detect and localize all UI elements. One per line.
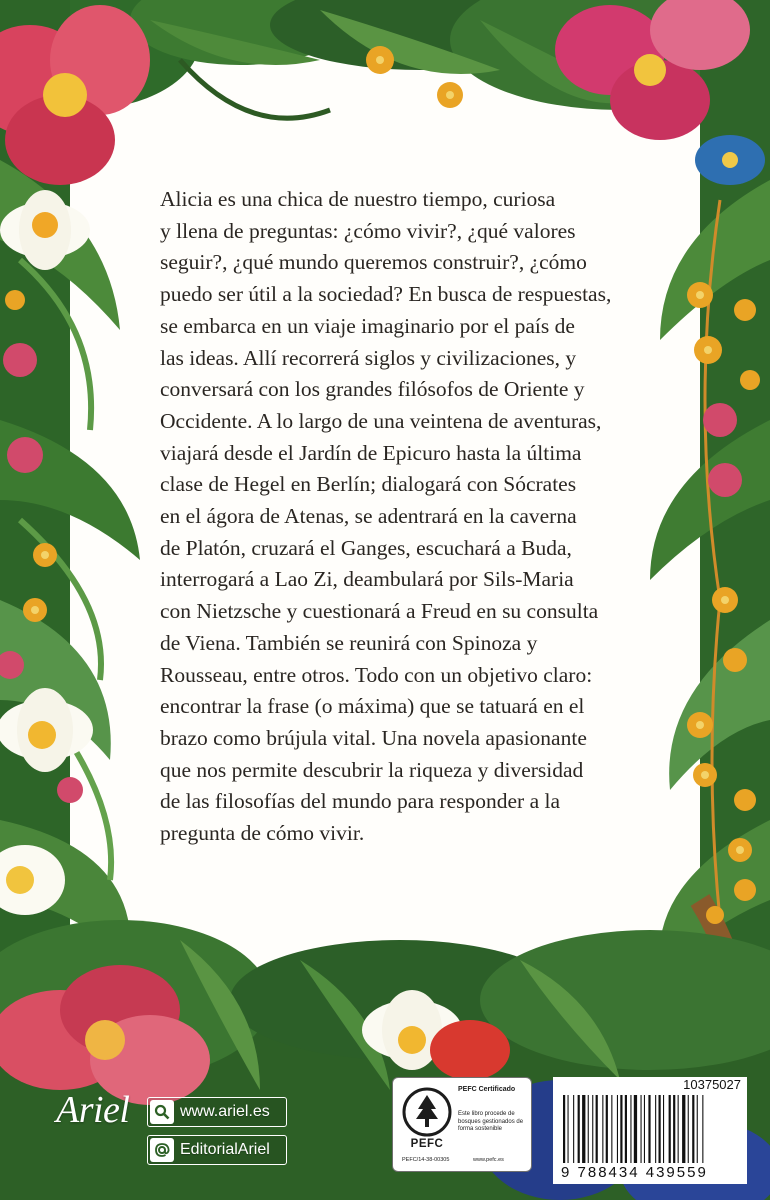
barcode-digits: 9 788434 439559 — [561, 1164, 708, 1181]
barcode-bar — [678, 1095, 679, 1163]
barcode-bar — [648, 1095, 650, 1163]
flower-pink-top-left — [0, 5, 150, 185]
synopsis-line: de Platón, cruzará el Ganges, escuchará a Buda, — [160, 535, 572, 560]
barcode-bar — [630, 1095, 631, 1163]
synopsis-line: clase de Hegel en Berlín; dialogará con Sócrates — [160, 472, 577, 497]
pefc-code: PEFC/14-38-00305 — [402, 1157, 450, 1163]
flower-blue-top-right — [695, 135, 765, 185]
pefc-title: PEFC Certificado — [458, 1086, 516, 1093]
barcode-bar — [663, 1095, 664, 1163]
synopsis-line: puedo ser útil a la sociedad? En busca de respuestas, — [160, 282, 612, 307]
social-label: EditorialAriel — [180, 1141, 270, 1158]
pefc-url: www.pefc.es — [473, 1157, 504, 1163]
synopsis-line: Occidente. A lo largo de una veintena de aventuras, — [160, 408, 602, 433]
synopsis-line: las ideas. Allí recorrerá siglos y civilizaciones, y — [160, 345, 577, 370]
publisher-social-handle[interactable] — [147, 1135, 287, 1165]
synopsis-line: conversará con los grandes filósofos de Oriente y — [160, 377, 585, 402]
barcode-reference-number: 10375027 — [683, 1077, 741, 1092]
barcode-bar — [688, 1095, 689, 1163]
barcode-bar — [625, 1095, 627, 1163]
synopsis-line: de Viena. También se reunirá con Spinoza y — [160, 630, 538, 655]
barcode-bar — [563, 1095, 565, 1163]
barcode-bars — [561, 1095, 741, 1163]
website-label: www.ariel.es — [180, 1103, 270, 1120]
barcode-bar — [644, 1095, 645, 1163]
synopsis-line: encontrar la frase (o máxima) que se tatuará en el — [160, 694, 585, 719]
synopsis-line: viajará desde el Jardín de Epicuro hasta la última — [160, 440, 582, 465]
synopsis-line: en el ágora de Atenas, se adentrará en la caverna — [160, 504, 577, 529]
barcode-bar — [697, 1095, 698, 1163]
barcode-bar — [620, 1095, 622, 1163]
barcode-bar — [702, 1095, 703, 1163]
synopsis-line: con Nietzsche y cuestionará a Freud en su consulta — [160, 599, 599, 624]
barcode-bar — [606, 1095, 608, 1163]
barcode-bar — [592, 1095, 593, 1163]
barcode-bar — [578, 1095, 580, 1163]
barcode-bar — [611, 1095, 612, 1163]
synopsis-line: que nos permite descubrir la riqueza y diversidad — [160, 757, 584, 782]
barcode-bar — [596, 1095, 598, 1163]
synopsis-line: de las filosofías del mundo para responder a la — [160, 789, 561, 814]
barcode-bar — [634, 1095, 637, 1163]
synopsis-line: Alicia es una chica de nuestro tiempo, curiosa — [160, 187, 556, 211]
barcode-bar — [673, 1095, 675, 1163]
synopsis-line: brazo como brújula vital. Una novela apasionante — [160, 725, 587, 750]
barcode-bar — [602, 1095, 603, 1163]
barcode-bar — [582, 1095, 585, 1163]
at-sign-icon — [150, 1138, 174, 1162]
synopsis-line: pregunta de cómo vivir. — [160, 821, 365, 846]
barcode-bar — [692, 1095, 694, 1163]
synopsis-line: seguir?, ¿qué mundo queremos construir?, ¿cómo — [160, 250, 587, 275]
barcode-bar — [573, 1095, 574, 1163]
publisher-website[interactable] — [147, 1097, 287, 1127]
barcode-bar — [659, 1095, 661, 1163]
barcode-bar — [655, 1095, 656, 1163]
pefc-logo-text: PEFC — [410, 1138, 444, 1150]
barcode-bar — [669, 1095, 671, 1163]
search-icon — [150, 1100, 174, 1124]
barcode-bar — [682, 1095, 685, 1163]
publisher-logo: Ariel — [56, 1089, 130, 1131]
isbn-barcode — [553, 1077, 747, 1184]
pefc-description: Este libro procede de bosques gestionados de forma sostenible — [458, 1111, 524, 1132]
barcode-bar — [641, 1095, 642, 1163]
pefc-certification-label — [392, 1077, 532, 1172]
synopsis-line: y llena de preguntas: ¿cómo vivir?, ¿qué valores — [160, 218, 576, 243]
pefc-tree-logo-icon — [402, 1087, 452, 1137]
synopsis-line: interrogará a Lao Zi, deambulará por Sils-Maria — [160, 567, 574, 592]
back-cover-synopsis — [160, 184, 630, 850]
synopsis-line: Rousseau, entre otros. Todo con un objetivo claro: — [160, 662, 593, 687]
barcode-bar — [617, 1095, 618, 1163]
barcode-bar — [588, 1095, 589, 1163]
flower-red-bottom — [430, 1020, 510, 1080]
synopsis-line: se embarca en un viaje imaginario por el país de — [160, 313, 575, 338]
barcode-bar — [568, 1095, 569, 1163]
